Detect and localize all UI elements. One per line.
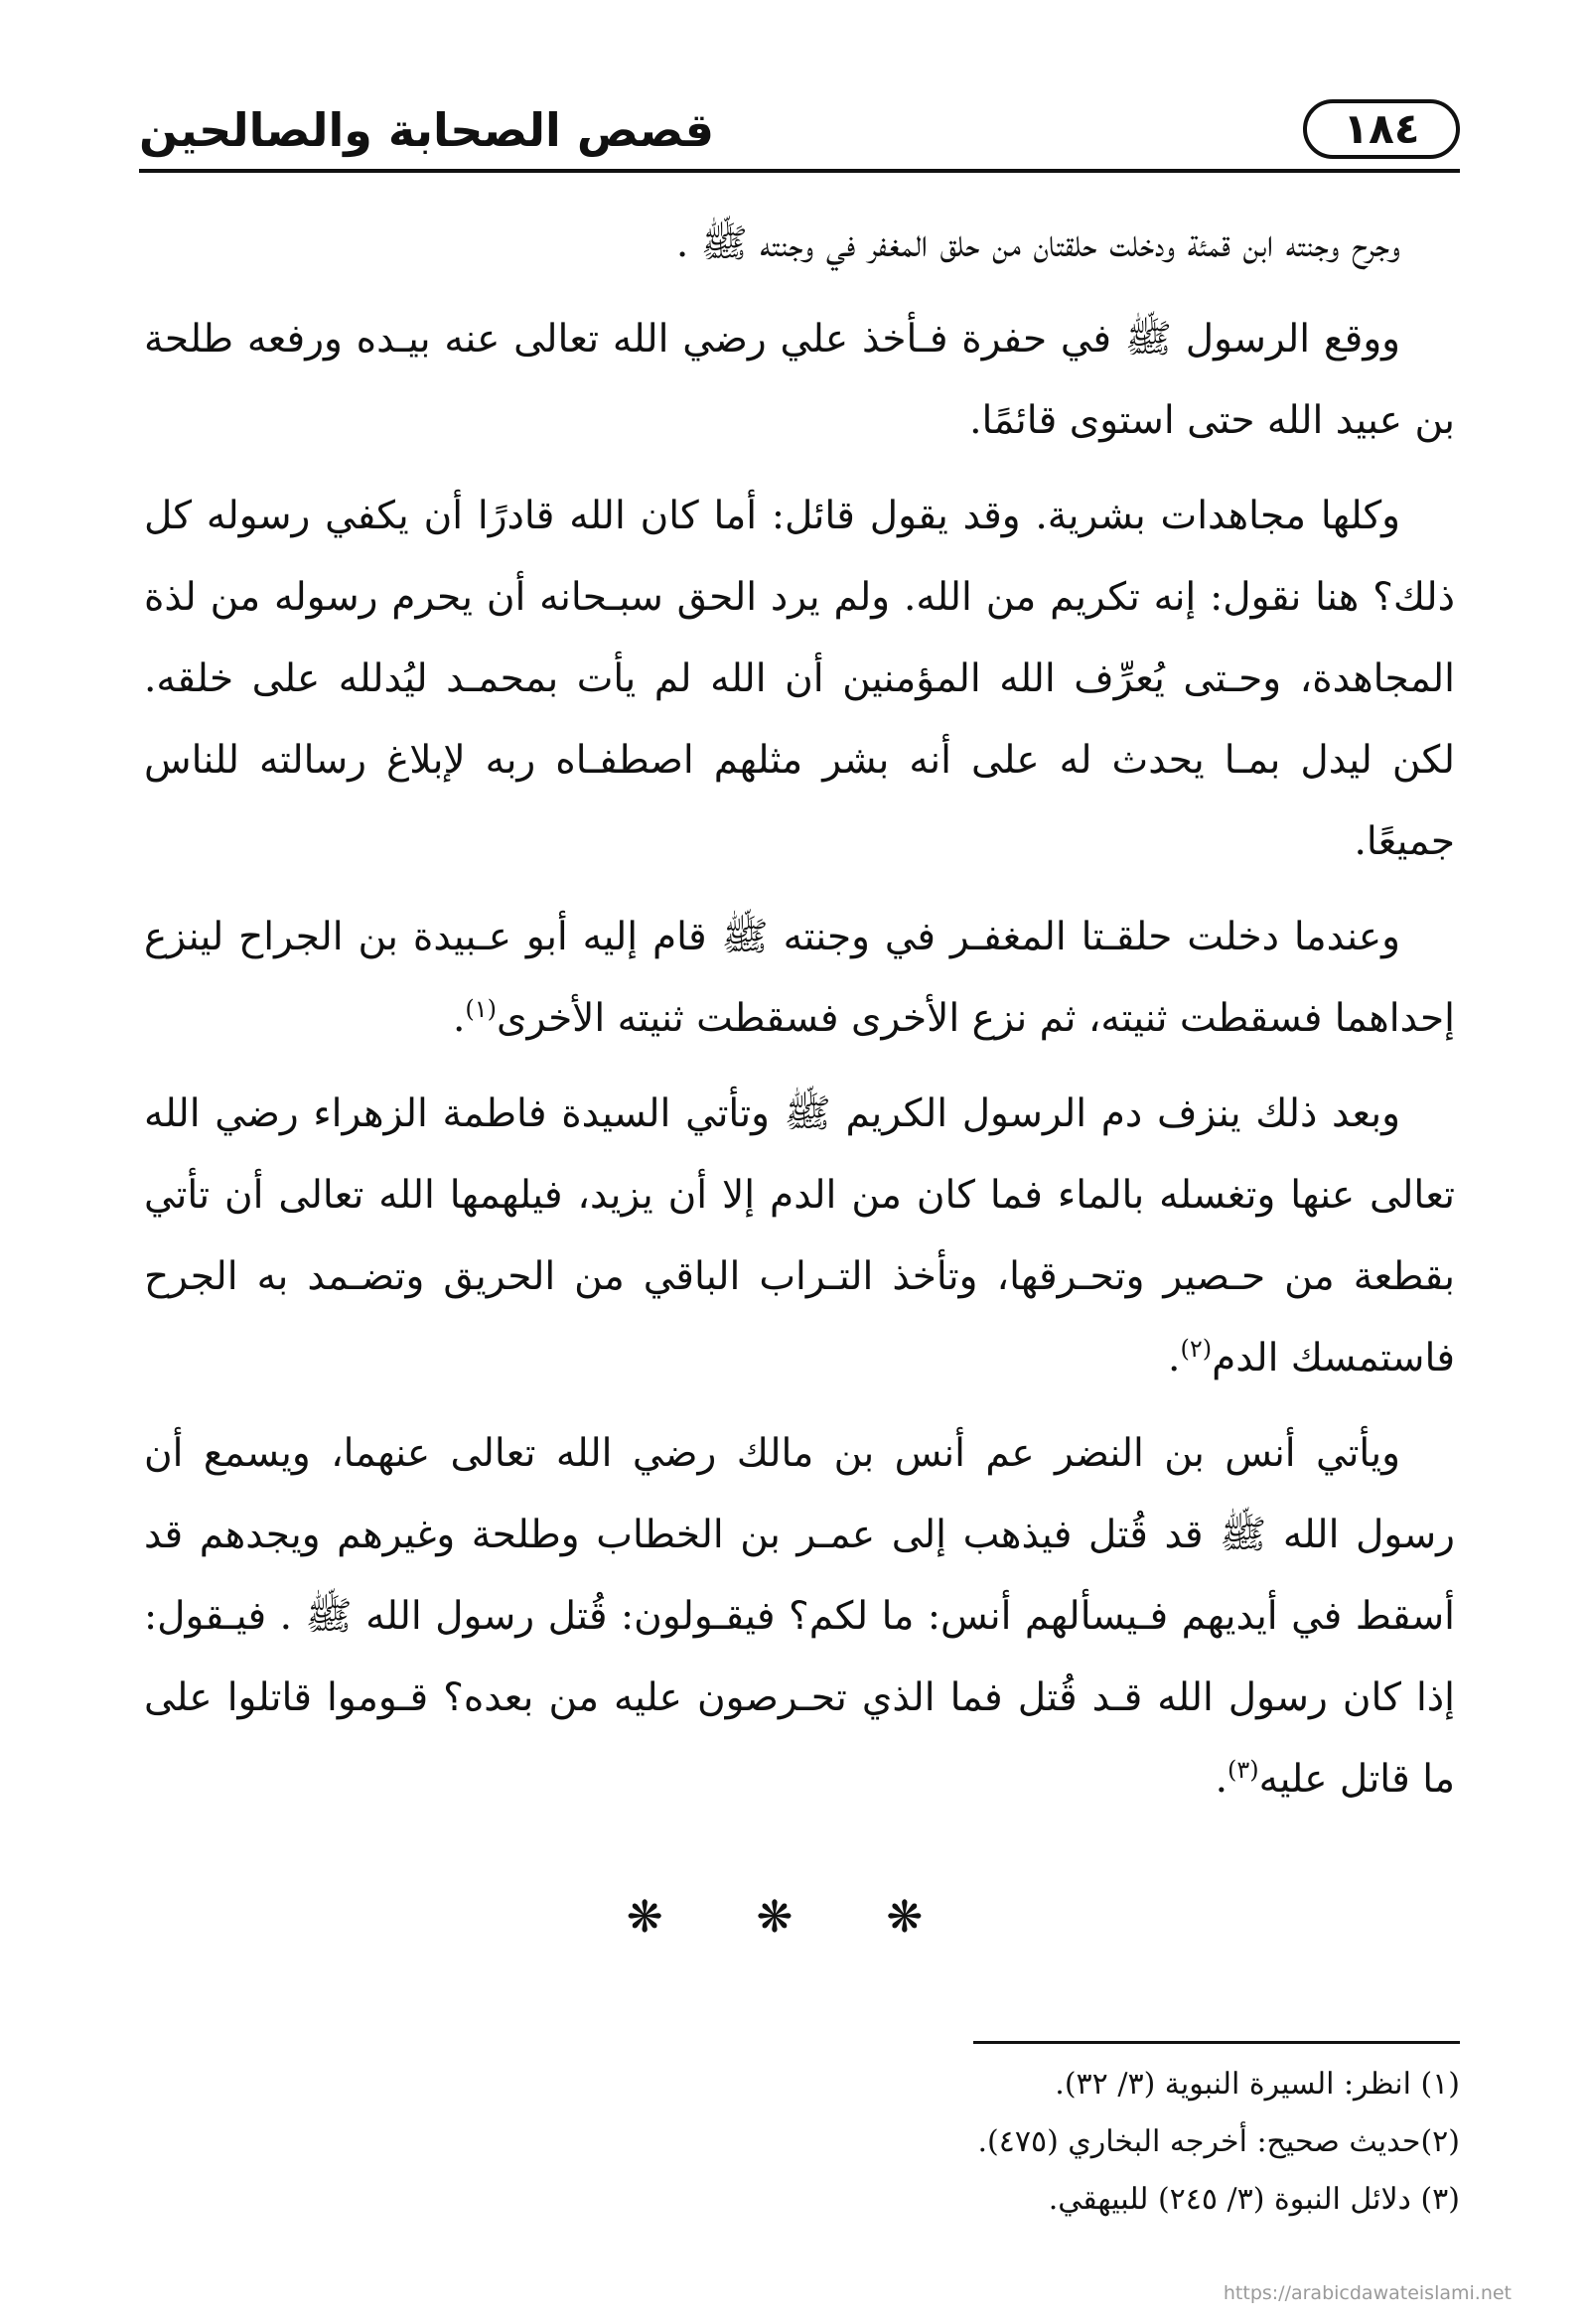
footnote: (١) انظر: السيرة النبوية (٣/ ٣٢). <box>1055 2067 1460 2102</box>
page-number-badge: ١٨٤ <box>1303 99 1460 159</box>
paragraph-text: ويأتي أنس بن النضر عم أنس بن مالك رضي الله تعالى عنهما، ويسمع أن رسول الله ﷺ قد قُتل فيذهب إلى عمـر بن الخطاب وطلحة وغيرهم ويجدهم قد أسقط في أيديهم فـيسألهم أنس: ما لكم؟ فيقـولون: قُتل رسول الله ﷺ . فيـقول: إذا كان رسول الله قـد قُتل فما الذي تحـرصون عليه من بعده؟ قـوموا قاتلوا على ما قاتل عليه <box>144 1431 1455 1802</box>
footnote-ref: (١) <box>465 995 498 1023</box>
paragraph: وعندما دخلت حلقـتا المغفـر في وجنته ﷺ قام إليه أبو عـبيدة بن الجراح لينزع إحداهما فسقطت ثنيته، ثم نزع الأخرى فسقطت ثنيته الأخرى$^{(١)}$. <box>144 915 1455 1041</box>
body-text <box>144 204 1455 1834</box>
footnote-divider <box>973 2041 1460 2044</box>
paragraph: ويأتي أنس بن النضر عم أنس بن مالك رضي الله تعالى عنهما، ويسمع أن رسول الله ﷺ قد قُتل فيذهب إلى عمـر بن الخطاب وطلحة وغيرهم ويجدهم قد أسقط في أيديهم فـيسألهم أنس: ما لكم؟ فيقـولون: قُتل رسول الله ﷺ . فيـقول: إذا كان رسول الله قـد قُتل فما الذي تحـرصون عليه من بعده؟ قـوموا قاتلوا على ما قاتل عليه$^{(٣)}$. <box>144 1431 1455 1802</box>
footnote-ref: (٣) <box>1228 1756 1259 1784</box>
paragraph <box>144 204 1455 285</box>
paragraph-text: وجرح وجنته ابن قمئة ودخلت حلقتان من حلق المغفر في وجنته ﷺ . <box>675 221 1400 266</box>
paragraph <box>144 476 1455 883</box>
section-separator: ❋ ❋ ❋ <box>626 1892 963 1943</box>
paragraph-text: وكلها مجاهدات بشرية. وقد يقول قائل: أما كان الله قادرًا أن يكفي رسوله كل ذلك؟ هنا نقول: إنه تكريم من الله. ولم يرد الحق سبـحانه أن يحرم رسوله من لذة المجاهدة، وحـتى يُعرِّف الله المؤمنين أن الله لم يأت بمحمـد ليُدلله على خلقه. لكن ليدل بمـا يحدث له على أنه بشر مثلهم اصطفـاه ربه لإبلاغ رسالته للناس جميعًا. <box>144 494 1455 864</box>
running-title: قصص الصحابة والصالحين <box>139 103 715 157</box>
paragraph: وبعد ذلك ينزف دم الرسول الكريم ﷺ وتأتي السيدة فاطمة الزهراء رضي الله تعالى عنها وتغسله بالماء فما كان من الدم إلا أن يزيد، فيلهمها الله تعالى أن تأتي بقطعة من حـصير وتحـرقها، وتأخذ التـراب الباقي من الحريق وتضـمد به الجرح فاستمسك الدم$^{(٢)}$. <box>144 1091 1455 1380</box>
header-divider <box>139 169 1460 173</box>
footnote-ref: (٢) <box>1180 1335 1213 1363</box>
source-watermark: https://arabicdawateislami.net <box>1223 2282 1512 2304</box>
paragraph-text: ووقع الرسول ﷺ في حفرة فـأخذ علي رضي الله تعالى عنه بيـده ورفعه طلحة بن عبيد الله حتى استوى قائمًا. <box>144 317 1455 443</box>
page-header <box>139 99 1460 159</box>
paragraph-text: وبعد ذلك ينزف دم الرسول الكريم ﷺ وتأتي السيدة فاطمة الزهراء رضي الله تعالى عنها وتغسله بالماء فما كان من الدم إلا أن يزيد، فيلهمها الله تعالى أن تأتي بقطعة من حـصير وتحـرقها، وتأخذ التـراب الباقي من الحريق وتضـمد به الجرح فاستمسك الدم <box>144 1091 1455 1380</box>
footnote: (٣) دلائل النبوة (٣/ ٢٤٥) للبيهقي. <box>1048 2182 1460 2217</box>
paragraph <box>144 299 1455 462</box>
paragraph-text: وعندما دخلت حلقـتا المغفـر في وجنته ﷺ قام إليه أبو عـبيدة بن الجراح لينزع إحداهما فسقطت ثنيته، ثم نزع الأخرى فسقطت ثنيته الأخرى <box>144 915 1455 1041</box>
footnote: (٢)حديث صحيح: أخرجه البخاري (٤٧٥). <box>977 2124 1460 2159</box>
footnotes <box>695 2056 1460 2229</box>
